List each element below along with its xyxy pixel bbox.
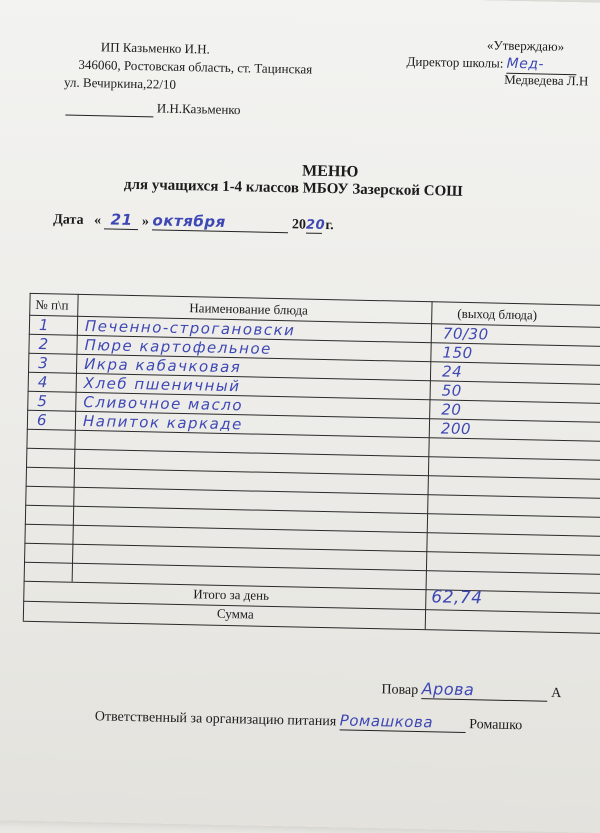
org-signature-name: И.Н.Казьменко — [156, 100, 241, 118]
table-row-line — [24, 543, 600, 556]
cook-suffix: А — [550, 685, 562, 702]
total-value: 62,74 — [431, 587, 483, 609]
row-yield: 20 — [441, 400, 462, 419]
signature-blank — [65, 98, 153, 118]
table-row-line — [24, 562, 600, 575]
table-row-line — [27, 429, 600, 442]
date-year-hw: 20 — [305, 217, 326, 233]
row-dish-name: Сливочное масло — [83, 392, 244, 415]
row-yield: 70/30 — [442, 324, 489, 344]
org-street: ул. Вечиркина,22/10 — [63, 74, 177, 92]
org-address: 346060, Ростовская область, ст. Тацинская — [78, 56, 313, 77]
table-border-top — [30, 293, 600, 306]
director-signature: Мед- — [506, 56, 576, 75]
row-number: 3 — [38, 354, 49, 373]
row-dish-name: Хлеб пшеничный — [83, 373, 241, 396]
row-dish-name: Пюре картофельное — [84, 335, 273, 358]
responsible-signature: Ромашкова — [340, 711, 466, 733]
director-name: Медведева Л.Н — [504, 71, 589, 89]
table-header-num: № п\п — [35, 296, 69, 313]
row-number: 4 — [37, 373, 49, 392]
row-yield: 24 — [441, 362, 463, 381]
date-close-quote: » — [141, 214, 150, 230]
table-border-left — [23, 293, 31, 621]
date-year-suffix: г. — [325, 217, 334, 234]
sum-label: Сумма — [216, 605, 254, 622]
table-row-line — [25, 505, 600, 518]
menu-subtitle: для учащихся 1-4 классов МБОУ Зазерской СОШ — [123, 176, 463, 200]
table-row-line — [23, 601, 600, 614]
table-col-divider — [425, 301, 433, 629]
date-row — [53, 209, 334, 234]
row-yield: 50 — [441, 381, 462, 400]
cook-label: Повар — [381, 682, 419, 699]
approve-label: «Утверждаю» — [486, 37, 565, 54]
row-yield: 150 — [442, 343, 473, 363]
cook-row — [381, 678, 561, 702]
date-year-prefix: 20 — [291, 217, 307, 233]
responsible-label: Ответственный за организацию питания — [94, 709, 337, 730]
row-number: 6 — [36, 410, 48, 430]
table-header-name: Наименование блюда — [189, 300, 308, 318]
table-border-bottom — [23, 621, 600, 634]
table-row-line — [26, 448, 600, 461]
row-dish-name: Печенно-строгановски — [84, 316, 296, 340]
table-row-line — [24, 581, 600, 594]
table-col-divider — [72, 294, 79, 582]
menu-title: МЕНЮ — [301, 162, 359, 181]
table-row-line — [25, 524, 600, 537]
director-label: Директор школы: — [406, 53, 504, 71]
cook-signature: Арова — [421, 679, 547, 702]
table-row-line — [26, 467, 600, 480]
row-number: 1 — [38, 316, 50, 335]
row-dish-name: Напиток каркаде — [82, 411, 244, 434]
table-row-line — [26, 486, 600, 499]
date-open-quote: « — [93, 213, 102, 229]
menu-table — [23, 293, 600, 633]
date-day: 21 — [104, 210, 138, 230]
row-number: 2 — [38, 335, 49, 354]
responsible-name: Ромашко — [469, 717, 523, 734]
row-number: 5 — [37, 392, 48, 411]
org-name: ИП Казьменко И.Н. — [100, 39, 210, 57]
date-label: Дата — [53, 212, 84, 228]
date-month: октября — [152, 211, 288, 233]
responsible-row — [95, 706, 523, 734]
row-dish-name: Икра кабачковая — [83, 354, 242, 377]
total-label: Итого за день — [193, 586, 270, 603]
table-header-yield: (выход блюда) — [457, 305, 538, 323]
org-signature-line — [65, 98, 240, 120]
row-yield: 200 — [440, 419, 472, 439]
